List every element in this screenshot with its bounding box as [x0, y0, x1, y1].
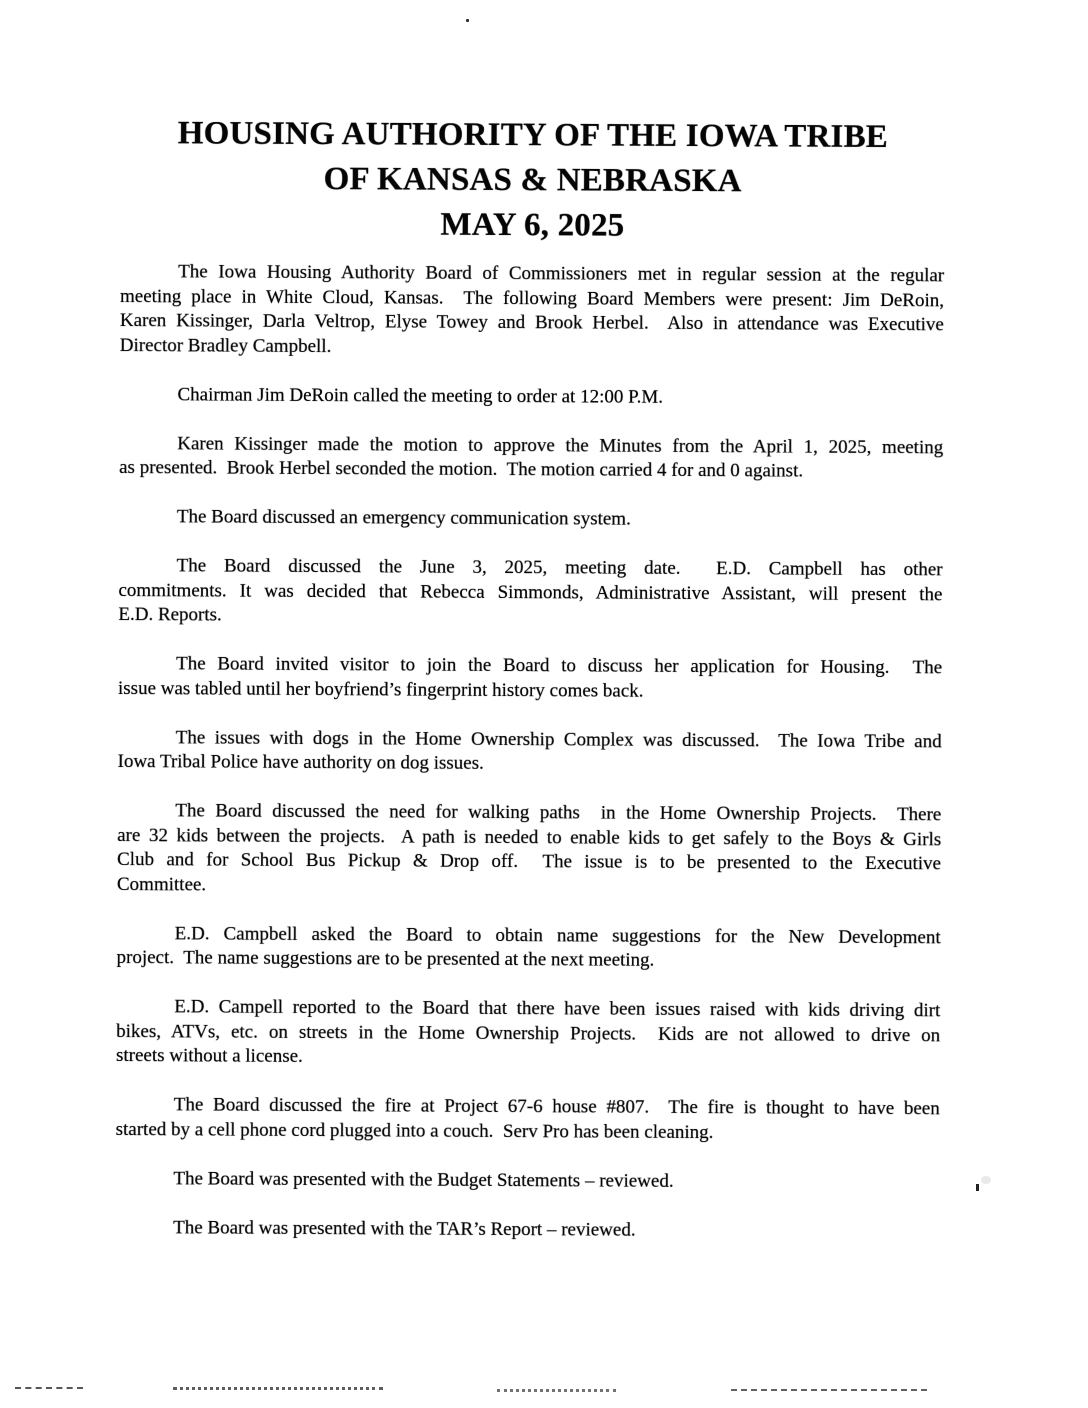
scan-noise-line-3	[497, 1389, 616, 1392]
document-title-line-1: HOUSING AUTHORITY OF THE IOWA TRIBE	[177, 115, 889, 156]
text-line: started by a cell phone cord plugged into a couch. Serv Pro has been cleaning.	[115, 1118, 714, 1143]
paragraph-budget-statements	[115, 1166, 939, 1195]
text-line: Chairman Jim DeRoin called the meeting to order at 12:00 P.M.	[177, 383, 664, 408]
document-title-line-2: OF KANSAS & NEBRASKA	[323, 161, 742, 200]
text-line: Director Bradley Campbell.	[119, 334, 332, 357]
scan-speck-top	[466, 19, 469, 22]
text-line: project. The name suggestions are to be presented at the next meeting.	[116, 946, 655, 971]
text-line: The Board discussed the fire at Project 67-6 house #807. The fire is thought to have been	[173, 1094, 940, 1120]
paragraph-minutes-approval	[119, 431, 943, 484]
text-line: The Board discussed an emergency communication system.	[176, 506, 631, 530]
text-line: E.D. Campbell asked the Board to obtain name suggestions for the New Development	[174, 922, 941, 948]
text-line: commitments. It was decided that Rebecca Simmonds, Administrative Assistant, will present the	[118, 579, 943, 605]
scan-noise-line-1	[15, 1387, 83, 1389]
minutes-body	[115, 260, 944, 1244]
paragraph-june-meeting-date	[118, 554, 942, 632]
text-line: Karen Kissinger, Darla Veltrop, Elyse Towey and Brook Herbel. Also in attendance was Executive	[119, 309, 944, 336]
document-content	[115, 111, 945, 1269]
text-line: The Board discussed the June 3, 2025, meeting date. E.D. Campbell has other	[176, 555, 943, 581]
paragraph-call-to-order	[119, 382, 943, 411]
scan-speck-right	[976, 1184, 979, 1191]
paragraph-emergency-communication	[119, 505, 943, 534]
text-line: bikes, ATVs, etc. on streets in the Home Ownership Projects. Kids are not allowed to drive on	[116, 1020, 941, 1046]
text-line: as presented. Brook Herbel seconded the motion. The motion carried 4 for and 0 against.	[119, 456, 804, 482]
text-line: Committee.	[116, 873, 207, 895]
text-line: The Board was presented with the TAR’s Report – reviewed.	[173, 1216, 636, 1241]
text-line: streets without a license.	[115, 1044, 303, 1067]
text-line: The Iowa Housing Authority Board of Commissioners met in regular session at the regular	[178, 261, 945, 287]
text-line: E.D. Reports.	[118, 603, 222, 626]
scan-noise-line-2	[173, 1387, 383, 1390]
text-line: The issues with dogs in the Home Ownership Complex was discussed. The Iowa Tribe and	[175, 726, 942, 752]
text-line: The Board was presented with the Budget Statements – reviewed.	[173, 1167, 674, 1192]
paragraph-walking-paths	[117, 799, 942, 901]
document-title-line-3: MAY 6, 2025	[440, 206, 625, 244]
text-line: are 32 kids between the projects. A path is needed to enable kids to get safely to the Boys & Girls	[117, 824, 942, 850]
text-line: meeting place in White Cloud, Kansas. The following Board Members were present: Jim DeRoin,	[119, 285, 945, 311]
paragraph-attendance	[120, 260, 945, 362]
paragraph-name-suggestions	[116, 921, 940, 974]
paragraph-dirt-bikes	[116, 995, 940, 1073]
scan-noise-line-4	[731, 1389, 927, 1391]
paragraph-visitor-application	[118, 652, 942, 705]
text-line: Iowa Tribal Police have authority on dog issues.	[117, 750, 484, 774]
text-line: The Board discussed the need for walking paths in the Home Ownership Projects. There	[175, 800, 942, 826]
paragraph-tar-report	[115, 1215, 939, 1244]
text-line: Club and for School Bus Pickup & Drop off. The issue is to be presented to the Executive	[117, 848, 942, 875]
text-line: Karen Kissinger made the motion to approve the Minutes from the April 1, 2025, meeting	[177, 432, 944, 458]
paragraph-fire-project-67-6	[116, 1093, 940, 1146]
text-line: E.D. Campell reported to the Board that there have been issues raised with kids driving dirt	[174, 996, 941, 1022]
paragraph-dog-issues	[118, 725, 942, 778]
document-title	[120, 111, 945, 250]
text-line: The Board invited visitor to join the Board to discuss her application for Housing. The	[176, 653, 943, 679]
text-line: issue was tabled until her boyfriend’s fingerprint history comes back.	[117, 677, 644, 702]
scan-smudge-right	[981, 1176, 991, 1184]
